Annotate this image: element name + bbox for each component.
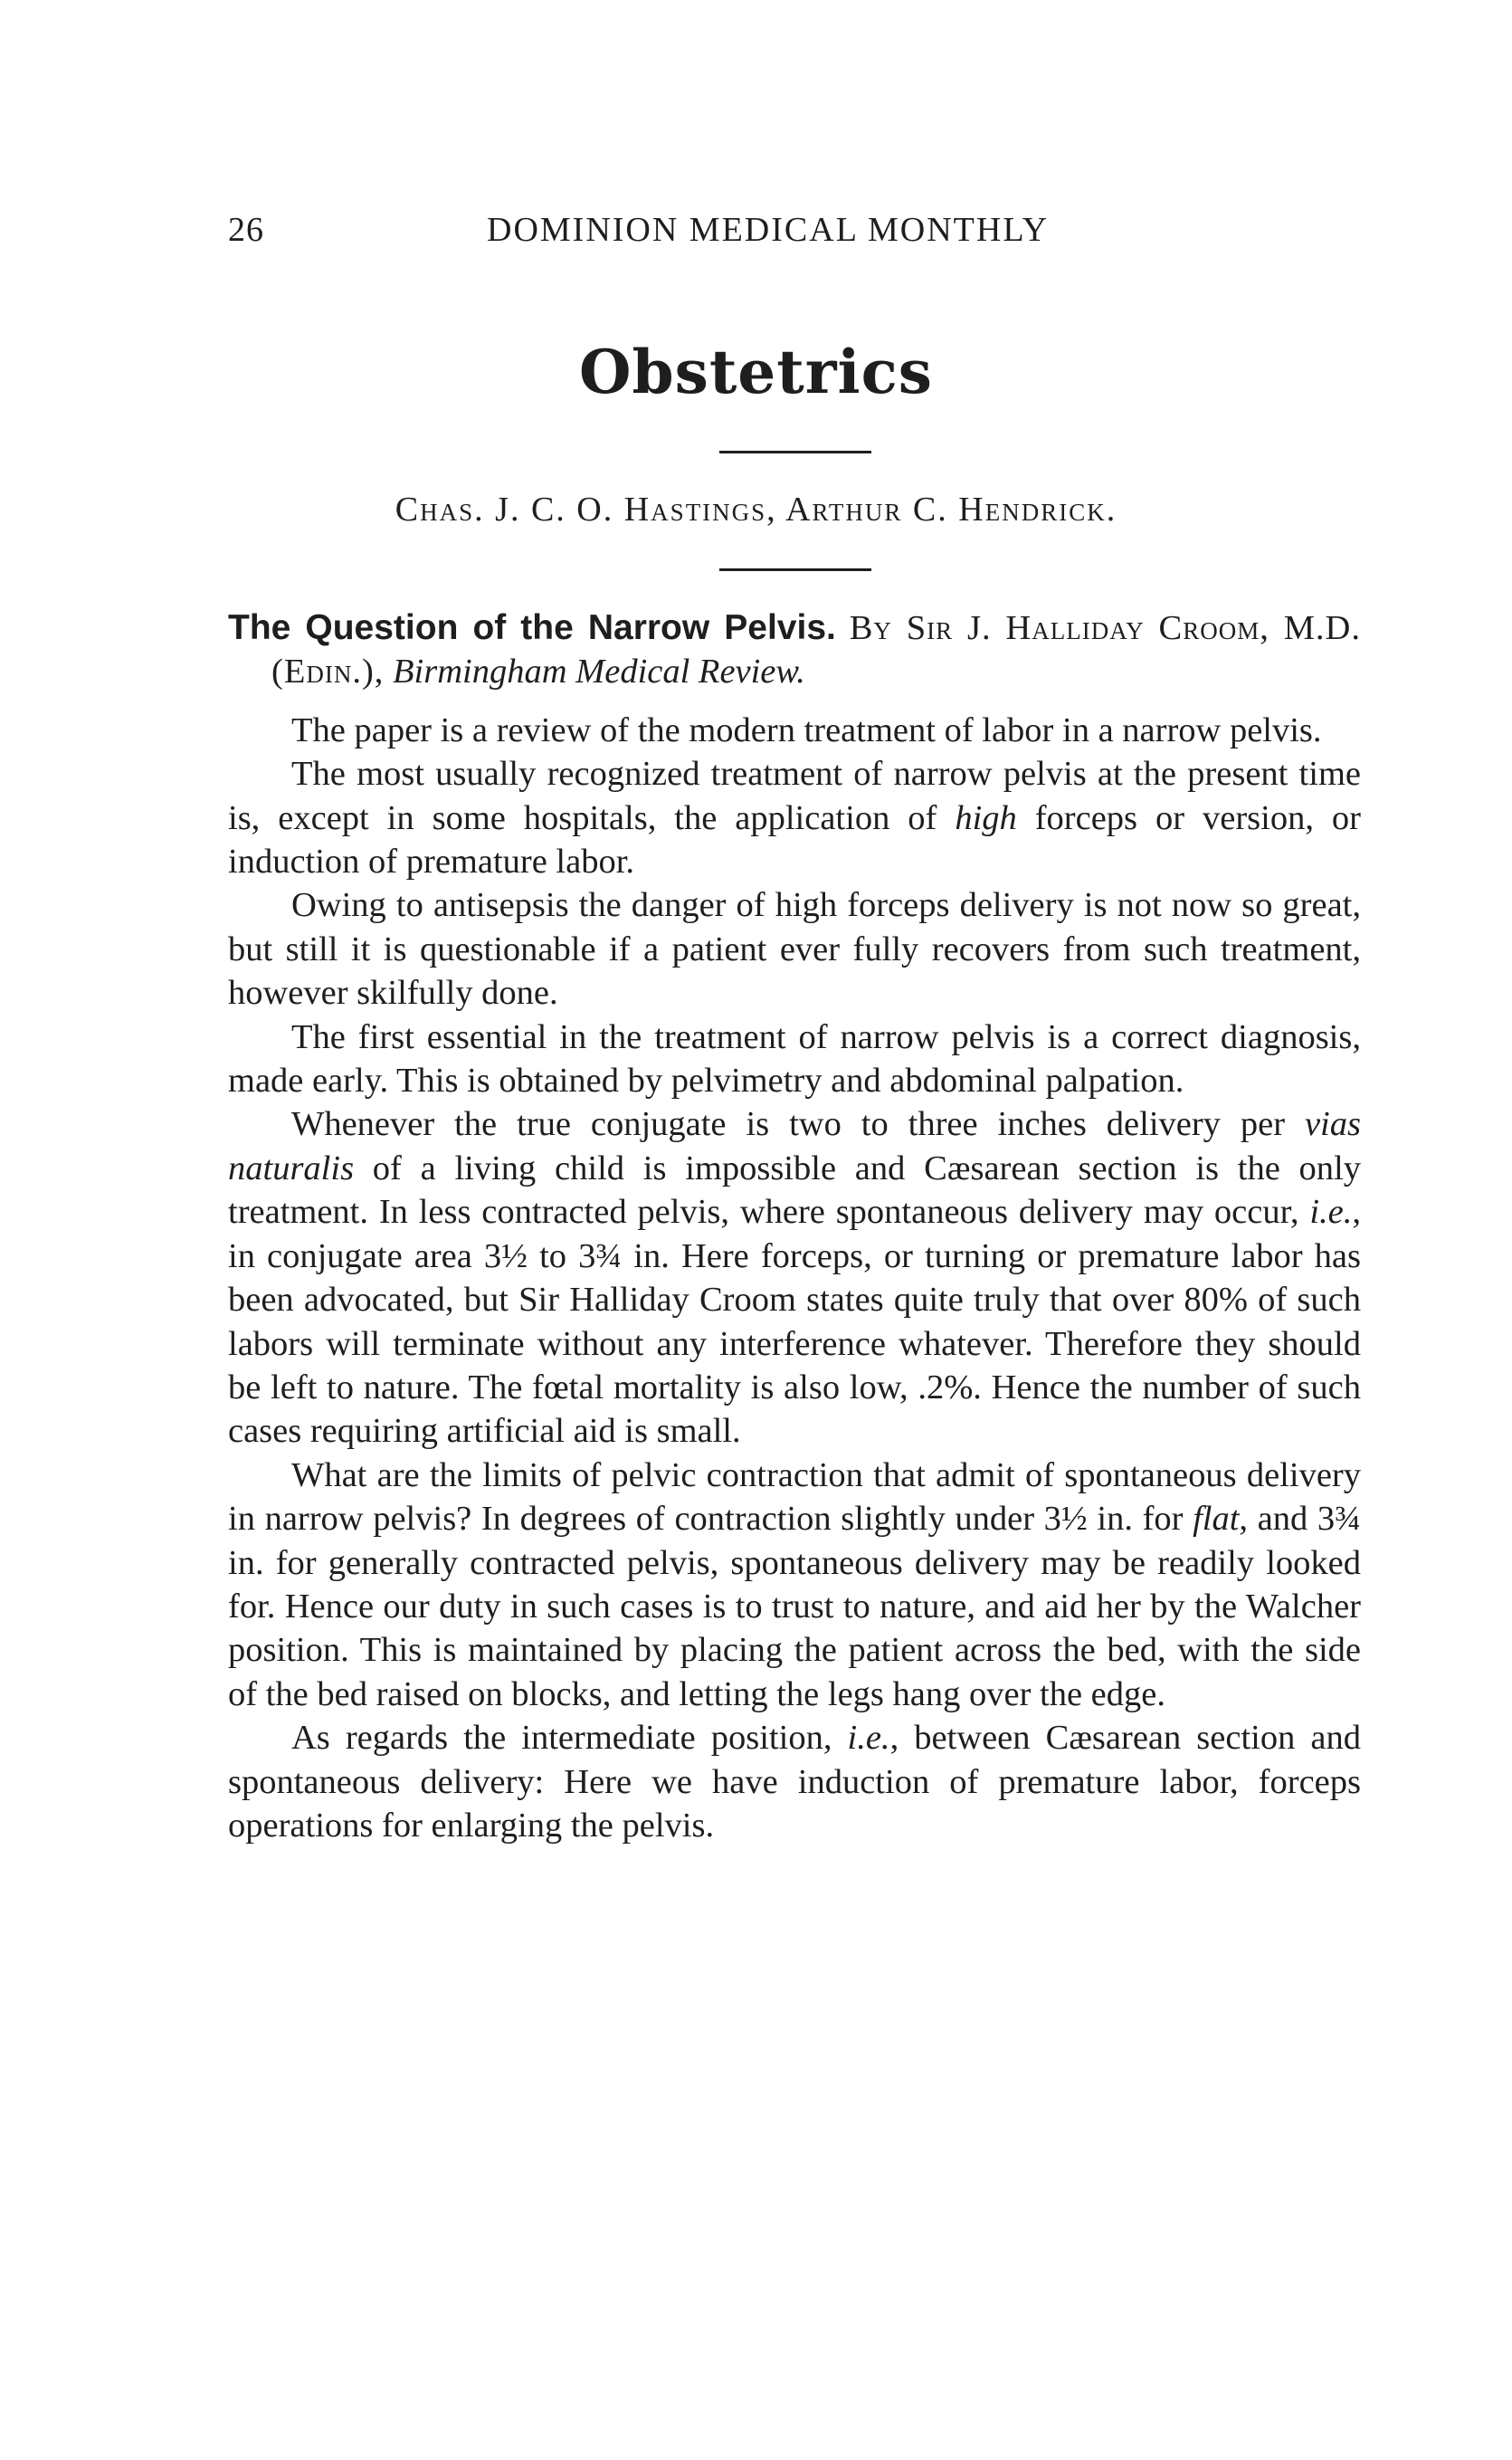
paragraph-text: , in conjugate area 3½ to 3¾ in. Here forceps, or turning or premature labor has been advocated, but Sir Halliday Croom states quite truly that over 80% of such labors will terminate without any interference whatever. Therefore they should be left to nature. The fœtal mortality is also low, .2%. Hence the number of such cases requiring artificial aid is small.	[228, 1193, 1361, 1451]
body-paragraph	[228, 1102, 1361, 1453]
page-number: 26	[228, 211, 264, 249]
paragraph-text: Owing to antisepsis the danger of high forceps delivery is not now so great, but still it is questionable if a patient ever fully recovers from such treatment, however skilfully done.	[228, 886, 1361, 1013]
article-headline	[228, 606, 1361, 694]
italic-text: i.e.	[847, 1719, 890, 1758]
title-rule-bottom	[719, 568, 871, 571]
paragraph-text: forceps or version, or induction of premature labor.	[228, 798, 1361, 882]
paragraph-text: As regards the intermediate position,	[291, 1719, 848, 1758]
article-source: Birmingham Medical Review.	[393, 653, 805, 691]
section-editors: Chas. J. C. O. Hastings, Arthur C. Hendrick.	[395, 491, 1117, 529]
paragraph-text: , between Cæsarean section and spontaneous delivery: Here we have induction of premature labor, forceps operations for enlarging the pelvis.	[228, 1719, 1361, 1845]
body-paragraph	[228, 1454, 1361, 1716]
italic-text: high	[955, 798, 1017, 837]
paragraph-text: What are the limits of pelvic contraction that admit of spontaneous delivery in narrow pelvis? In degrees of contraction slightly under 3½ in. for	[228, 1455, 1361, 1539]
body-paragraph	[228, 752, 1361, 883]
page-header	[228, 210, 1375, 255]
body-paragraph	[228, 1015, 1361, 1103]
body-paragraph	[228, 883, 1361, 1015]
italic-text: vias naturalis	[228, 1105, 1361, 1187]
paragraph-text: of a living child is impossible and Cæsarean section is the only treatment. In less contracted pelvis, where spontaneous delivery may occur,	[228, 1149, 1361, 1232]
body-paragraph	[228, 709, 1361, 752]
article	[228, 606, 1361, 1847]
section-title: Obstetrics	[579, 337, 933, 407]
paragraph-text: , and 3¾ in. for generally contracted pelvis, spontaneous delivery may be readily looked for. Hence our duty in such cases is to trust to nature, and aid her by the Walcher position. This is maintained by placing the patient across the bed, with the side of the bed raised on blocks, and letting the legs hang over the edge.	[228, 1500, 1361, 1713]
article-byline: By Sir J. Halliday Croom, M.D. (Edin.),	[271, 609, 1361, 691]
italic-text: i.e.	[1309, 1193, 1353, 1232]
running-head: DOMINION MEDICAL MONTHLY	[487, 211, 1050, 249]
paragraph-text: The most usually recognized treatment of narrow pelvis at the present time is, except in some hospitals, the application of	[228, 755, 1361, 837]
article-body	[228, 709, 1361, 1848]
paragraph-text: Whenever the true conjugate is two to three inches delivery per	[291, 1105, 1305, 1144]
paragraph-text: The first essential in the treatment of narrow pelvis is a correct diagnosis, made early. This is obtained by pelvimetry and abdominal palpation.	[228, 1017, 1361, 1101]
title-rule-top	[719, 451, 871, 453]
italic-text: flat	[1193, 1500, 1240, 1539]
article-title: The Question of the Narrow Pelvis.	[228, 608, 836, 647]
paragraph-text: The paper is a review of the modern treatment of labor in a narrow pelvis.	[291, 710, 1322, 749]
body-paragraph	[228, 1716, 1361, 1847]
